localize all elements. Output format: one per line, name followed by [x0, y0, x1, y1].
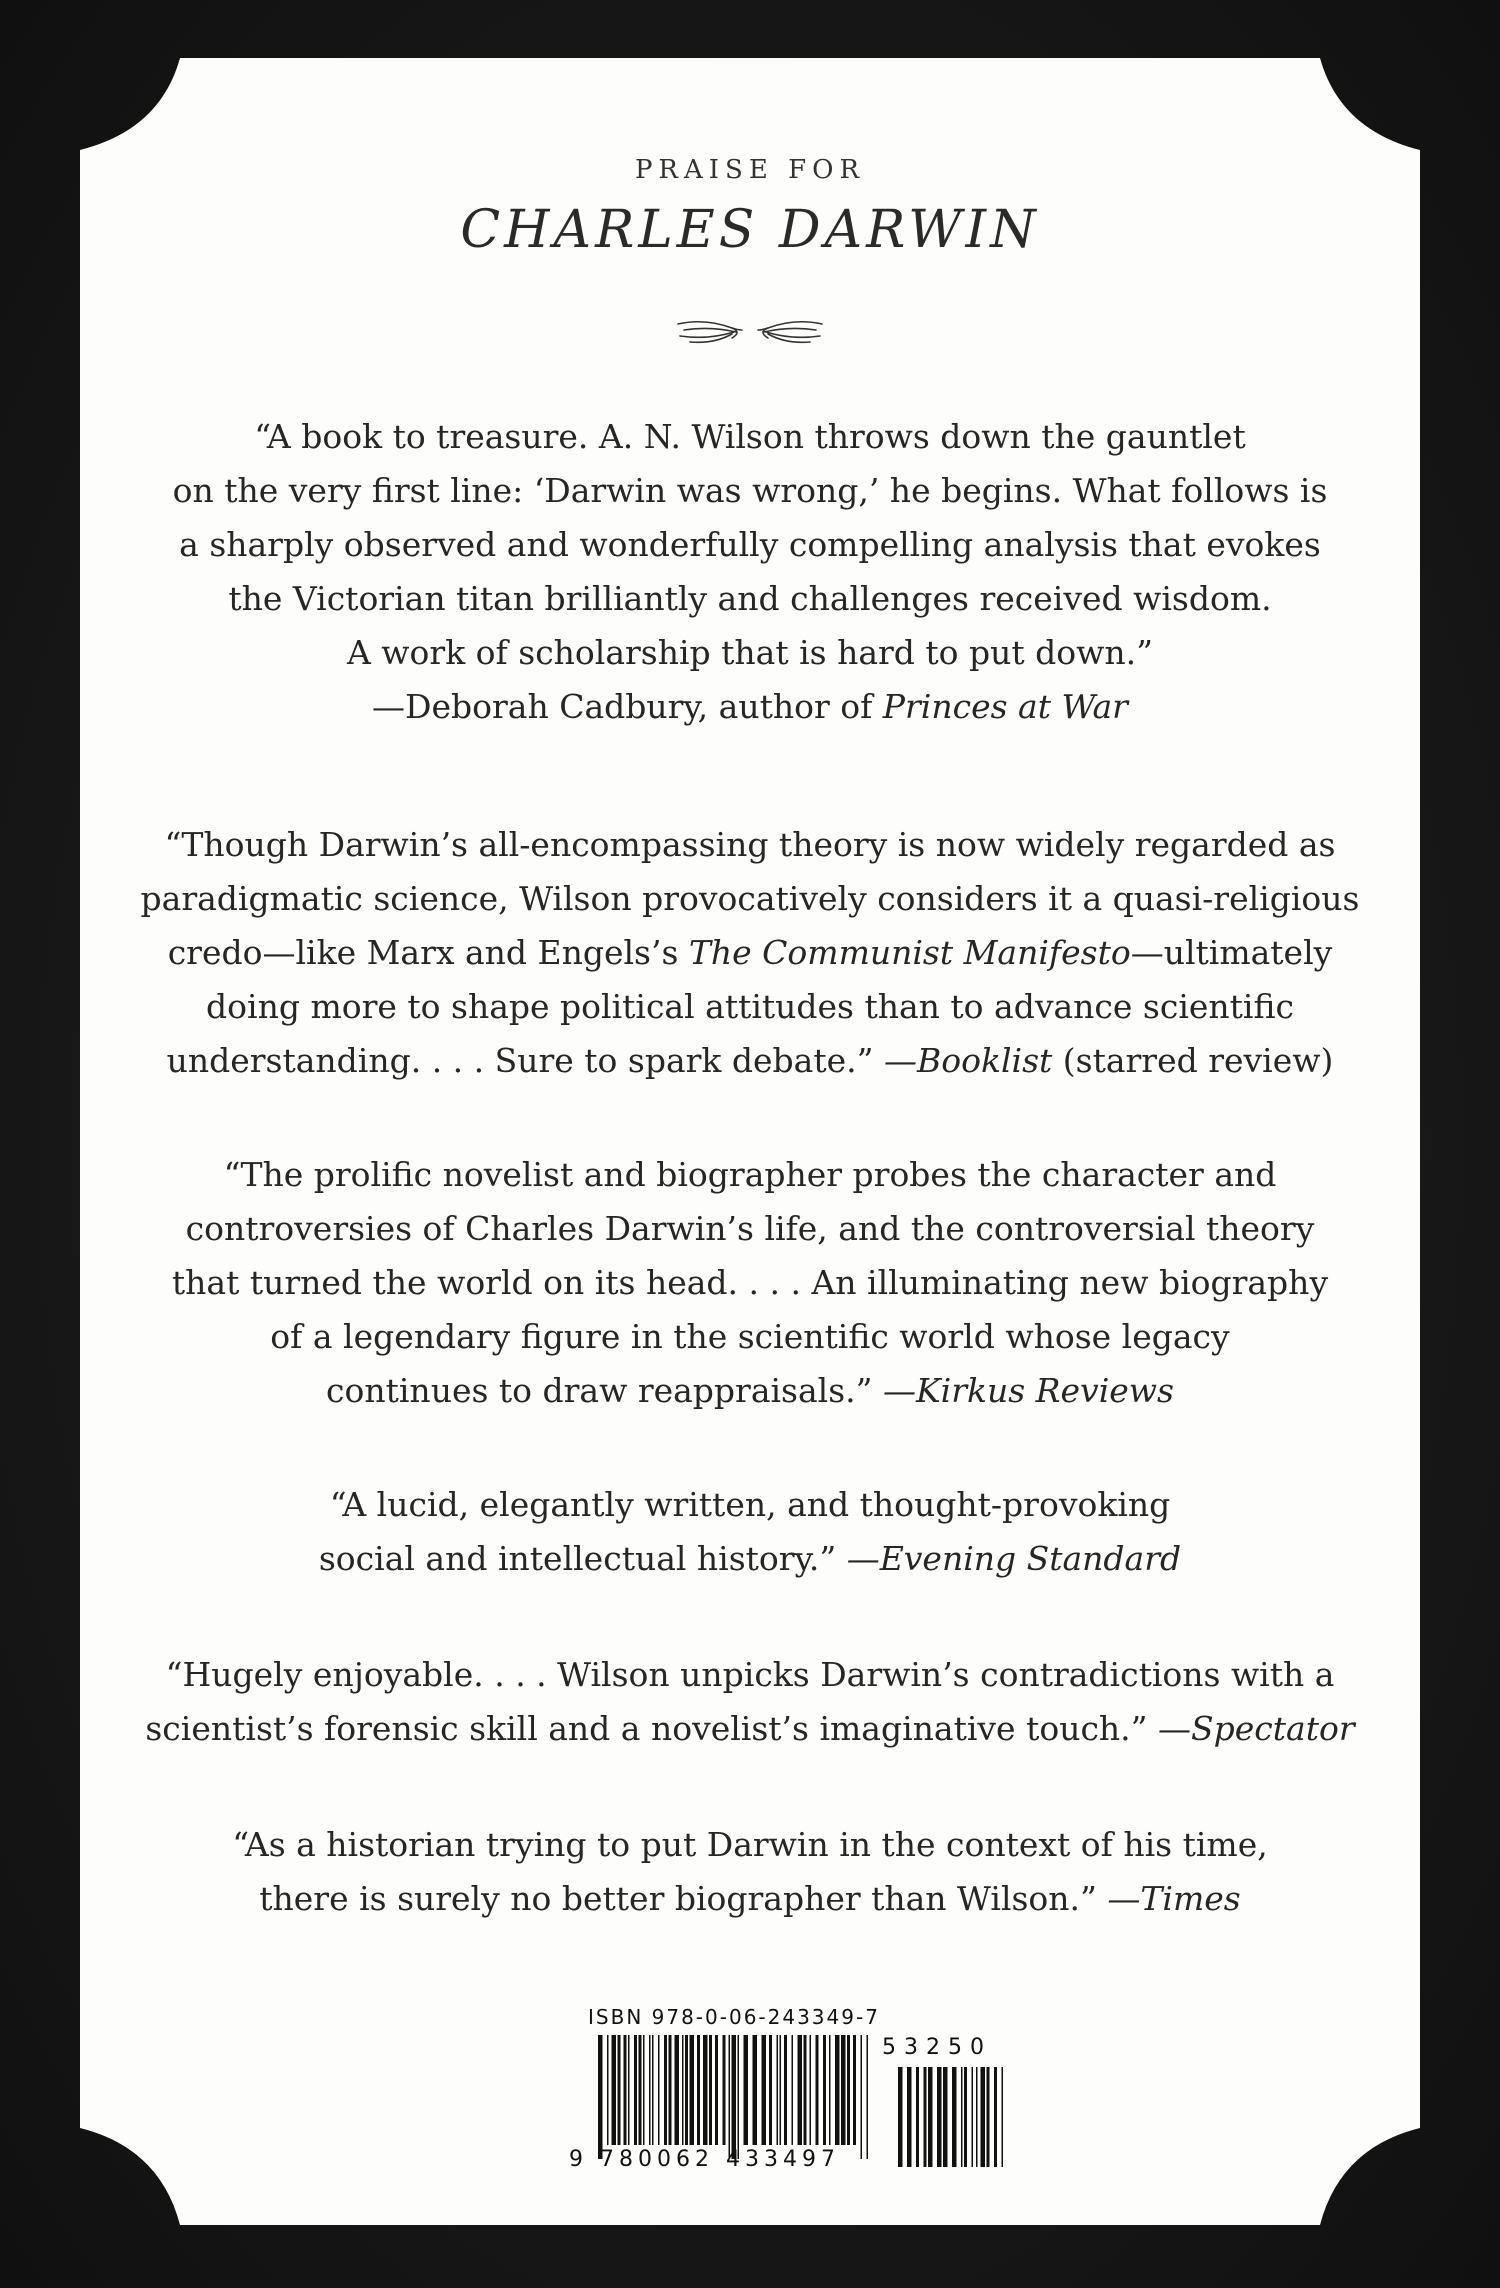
barcode-stripe: [664, 2035, 667, 2145]
barcode-stripe: [675, 2035, 680, 2145]
barcode-stripe: [804, 2035, 807, 2145]
quote-source: —Booklist: [884, 1041, 1053, 1080]
barcode-stripe: [847, 2035, 850, 2145]
barcode-stripe: [762, 2035, 767, 2145]
barcode-stripe: [744, 2035, 749, 2145]
barcode-stripe: [798, 2035, 803, 2145]
price-code: 53250: [882, 2035, 992, 2060]
barcode-stripe: [628, 2035, 630, 2145]
quote-line: that turned the world on its head. . . . An illuminating new biography: [171, 1263, 1329, 1302]
quote-source: —Spectator: [1158, 1709, 1355, 1748]
barcode-stripe: [841, 2035, 846, 2145]
barcode-stripe: [649, 2035, 651, 2145]
barcode-stripe: [738, 2035, 740, 2159]
quote-line: “Though Darwin’s all-encompassing theory is now widely regarded as: [164, 825, 1336, 864]
barcode-stripe: [690, 2035, 695, 2145]
quote-spectator: [130, 1648, 1370, 1756]
quote-line: “As a historian trying to put Darwin in the context of his time,: [232, 1825, 1268, 1864]
quote-line: [130, 926, 1370, 980]
barcode-stripe: [943, 2067, 948, 2167]
barcode-stripe: [816, 2035, 819, 2145]
barcode-stripe: [607, 2035, 609, 2145]
barcode-stripe: [987, 2067, 990, 2167]
barcode-stripe: [618, 2035, 621, 2145]
barcode-stripe: [928, 2067, 933, 2167]
ornament-flourish-icon: [670, 310, 830, 350]
quote-text: social and intellectual history.”: [318, 1539, 847, 1578]
barcode-stripe: [685, 2035, 688, 2145]
quote-line: [130, 1532, 1370, 1586]
barcode-stripe: [612, 2035, 617, 2145]
barcode-stripe: [867, 2035, 869, 2159]
barcode-stripe: [697, 2035, 700, 2145]
barcode-stripe: [810, 2035, 812, 2145]
cover-content: [70, 70, 1430, 2220]
quote-line: [130, 1034, 1370, 1088]
quote-line: a sharply observed and wonderfully compelling analysis that evokes: [179, 525, 1321, 564]
barcode-stripe: [634, 2035, 637, 2145]
barcode-stripe: [753, 2035, 758, 2145]
quote-line: “The prolific novelist and biographer probes the character and: [223, 1155, 1277, 1194]
quote-line: of a legendary figure in the scientific world whose legacy: [270, 1317, 1230, 1356]
barcode-stripe: [937, 2067, 942, 2167]
barcode-stripe: [777, 2035, 779, 2145]
barcode-stripe: [981, 2067, 986, 2167]
quote-kirkus: [130, 1148, 1370, 1418]
quote-source: —Kirkus Reviews: [883, 1371, 1174, 1410]
quote-evening-standard: [130, 1478, 1370, 1586]
quote-line: doing more to shape political attitudes than to advance scientific: [206, 987, 1294, 1026]
barcode-stripe: [976, 2067, 978, 2167]
barcode-stripe: [853, 2035, 856, 2145]
barcode-stripe: [952, 2067, 957, 2167]
isbn-barcode: [512, 2005, 1012, 2205]
barcode-stripe: [994, 2067, 997, 2167]
barcode-stripe: [732, 2035, 737, 2159]
quote-line: [130, 1702, 1370, 1756]
quote-text: scientist’s forensic skill and a novelist’s imaginative touch.”: [145, 1709, 1159, 1748]
attribution-work: Princes at War: [882, 687, 1128, 726]
barcode-stripe: [715, 2035, 718, 2145]
barcode-stripe: [703, 2035, 708, 2145]
barcode-stripe: [1002, 2067, 1004, 2167]
barcode-stripe: [861, 2035, 863, 2159]
quote-line: on the very first line: ‘Darwin was wrong,’ he begins. What follows is: [172, 471, 1328, 510]
barcode-stripe: [652, 2035, 654, 2145]
quote-line: “Hugely enjoyable. . . . Wilson unpicks Darwin’s contradictions with a: [165, 1655, 1335, 1694]
barcode-stripe: [823, 2035, 826, 2145]
quote-source: —Evening Standard: [846, 1539, 1182, 1578]
quote-work: The Communist Manifesto: [688, 933, 1131, 972]
barcode-stripe: [598, 2035, 603, 2159]
quote-text: there is surely no better biographer than Wilson.”: [259, 1879, 1108, 1918]
barcode-stripe: [964, 2067, 967, 2167]
ean-digits: 9 780062 433497: [569, 2147, 840, 2172]
barcode-stripe: [784, 2035, 787, 2145]
quote-booklist: [130, 818, 1370, 1088]
barcode-stripe: [835, 2035, 840, 2145]
barcode-stripe: [669, 2035, 672, 2145]
barcode-stripe: [916, 2067, 919, 2167]
quote-source: —Times: [1107, 1879, 1241, 1918]
quote-cadbury: [130, 410, 1370, 734]
isbn-label: ISBN 978-0-06-243349-7: [588, 2005, 880, 2029]
quote-line: the Victorian titan brilliantly and challenges received wisdom.: [228, 579, 1272, 618]
quote-line: “A lucid, elegantly written, and thought-provoking: [329, 1485, 1171, 1524]
barcode-stripe: [729, 2035, 731, 2159]
quote-times: [130, 1818, 1370, 1926]
quote-line: paradigmatic science, Wilson provocatively considers it a quasi-religious: [140, 879, 1360, 918]
barcode-stripe: [643, 2035, 645, 2145]
barcode-stripe: [682, 2035, 684, 2145]
quote-attribution: [130, 680, 1370, 734]
barcode-stripe: [792, 2035, 794, 2145]
barcode-stripe: [829, 2035, 831, 2145]
barcode-stripe: [723, 2035, 726, 2145]
barcode-stripe: [769, 2035, 772, 2145]
barcode-stripe: [972, 2067, 974, 2167]
barcode-stripe: [658, 2035, 660, 2145]
barcode-stripe: [961, 2067, 963, 2167]
book-title: CHARLES DARWIN: [460, 200, 1040, 260]
barcode-stripe: [709, 2035, 712, 2145]
quote-text: —ultimately: [1130, 933, 1333, 972]
barcode-stripe: [924, 2067, 927, 2167]
quote-text: credo—like Marx and Engels’s: [167, 933, 689, 972]
barcode-stripe: [780, 2035, 782, 2145]
quote-text: continues to draw reappraisals.”: [326, 1371, 884, 1410]
quote-line: A work of scholarship that is hard to put down.”: [346, 633, 1153, 672]
quote-text: (starred review): [1052, 1041, 1334, 1080]
quote-line: “A book to treasure. A. N. Wilson throws down the gauntlet: [254, 417, 1246, 456]
barcode-stripe: [907, 2067, 912, 2167]
barcode-stripe: [624, 2035, 627, 2145]
quote-line: controversies of Charles Darwin’s life, and the controversial theory: [185, 1209, 1315, 1248]
barcode-stripe: [898, 2067, 903, 2167]
attribution-text: —Deborah Cadbury, author of: [372, 687, 883, 726]
quote-text: understanding. . . . Sure to spark debate.”: [166, 1041, 884, 1080]
quote-line: [130, 1872, 1370, 1926]
praise-for-heading: PRAISE FOR: [634, 155, 866, 185]
barcode-stripe: [639, 2035, 642, 2145]
quote-line: [130, 1364, 1370, 1418]
